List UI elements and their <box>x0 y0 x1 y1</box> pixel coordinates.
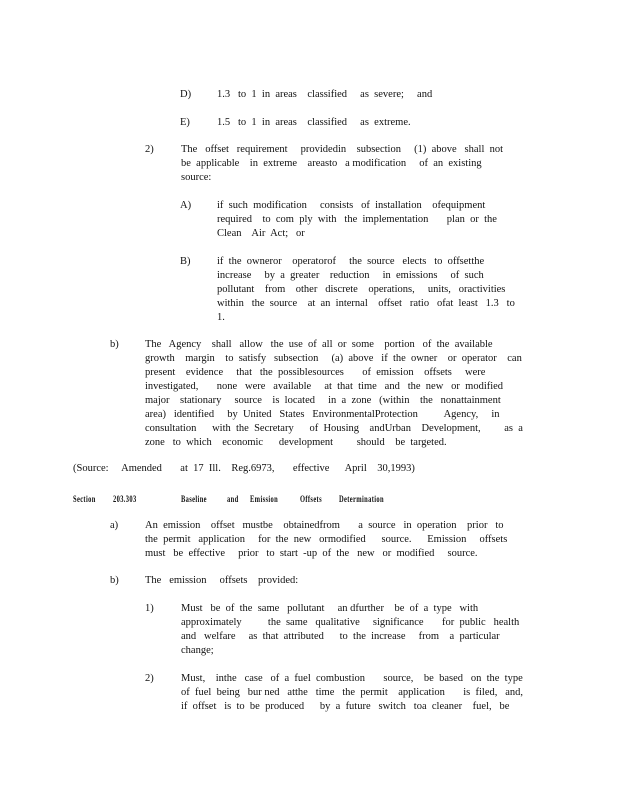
text-line: The offset requirement providedin subsection (1) above shall not <box>181 144 504 155</box>
item-text-b <box>145 338 523 450</box>
text-line: 1. <box>217 312 225 323</box>
item-text-2b <box>217 255 515 325</box>
text-line: The Agency shall allow the use of all or some portion of the available <box>145 339 493 350</box>
item-label-2b: B) <box>180 256 191 267</box>
text-line: increase by a greater reduction in emissions of such <box>217 270 484 281</box>
item-text-section-a <box>145 519 507 561</box>
text-line: must be effective prior to start -up of the new or modified source. <box>145 548 478 559</box>
section-title-word: and <box>227 494 239 504</box>
source-note <box>73 462 415 476</box>
section-number: 203.303 <box>113 494 137 504</box>
item-label-e: E) <box>180 117 190 128</box>
source-note-text: (Source: Amended at 17 Ill. Reg.6973, effective April 30,1993) <box>73 463 415 474</box>
text-line: 1.3 to 1 in areas classified as severe; and <box>217 89 433 100</box>
section-title-word: Determination <box>339 494 384 504</box>
item-label-d: D) <box>180 89 192 100</box>
text-line: approximately the same qualitative significance for public health <box>181 617 520 628</box>
item-label-section-a: a) <box>110 520 119 531</box>
text-line: if such modification consists of installation ofequipment <box>217 200 486 211</box>
text-line: present evidence that the possiblesources of emission offsets were <box>145 367 486 378</box>
text-line: required to com ply with the implementation plan or the <box>217 214 497 225</box>
text-line: the permit application for the new ormodified source. Emission offsets <box>145 534 508 545</box>
section-title-word: Emission <box>250 494 279 504</box>
item-label-section-b1: 1) <box>145 603 154 614</box>
item-text-2a <box>217 199 497 241</box>
text-line: of fuel being bur ned atthe time the permit application is filed, and, <box>181 687 524 698</box>
item-label-2: 2) <box>145 144 154 155</box>
text-line: if the owneror operatorof the source elects to offsetthe <box>217 256 485 267</box>
text-line: consultation with the Secretary of Housing andUrban Development, as a <box>145 423 523 434</box>
text-line: 1.5 to 1 in areas classified as extreme. <box>217 117 411 128</box>
text-line: investigated, none were available at that time and the new or modified <box>145 381 504 392</box>
item-text-d <box>217 88 432 102</box>
text-line: Must be of the same pollutant an dfurther be of a type with <box>181 603 479 614</box>
section-title-word: Baseline <box>181 494 207 504</box>
item-text-section-b1 <box>181 602 519 658</box>
item-text-2 <box>181 143 503 185</box>
text-line: if offset is to be produced by a future switch toa cleaner fuel, be <box>181 701 510 712</box>
item-text-section-b2 <box>181 672 523 714</box>
item-label-2a: A) <box>180 200 192 211</box>
section-title-word: Offsets <box>300 494 322 504</box>
item-label-section-b2: 2) <box>145 673 154 684</box>
item-label-section-b: b) <box>110 575 119 586</box>
text-line: major stationary source is located in a zone (within the nonattainment <box>145 395 501 406</box>
section-label: Section <box>73 494 96 504</box>
text-line: within the source at an internal offset ratio ofat least 1.3 to <box>217 298 515 309</box>
text-line: Must, inthe case of a fuel combustion source, be based on the type <box>181 673 523 684</box>
item-label-b: b) <box>110 339 119 350</box>
text-line: source: <box>181 172 212 183</box>
text-line: change; <box>181 645 214 656</box>
text-line: Clean Air Act; or <box>217 228 305 239</box>
text-line: area) identified by United States EnvironmentalProtection Agency, in <box>145 409 500 420</box>
item-text-section-b <box>145 574 298 588</box>
item-text-e <box>217 116 411 130</box>
text-line: pollutant from other discrete operations, units, oractivities <box>217 284 506 295</box>
text-line: zone to which economic development should be targeted. <box>145 437 447 448</box>
text-line: and welfare as that attributed to the increase from a particular <box>181 631 500 642</box>
text-line: An emission offset mustbe obtainedfrom a source in operation prior to <box>145 520 504 531</box>
text-line: be applicable in extreme areasto a modification of an existing <box>181 158 482 169</box>
text-line: growth margin to satisfy subsection (a) above if the owner or operator can <box>145 353 522 364</box>
text-line: The emission offsets provided: <box>145 575 299 586</box>
